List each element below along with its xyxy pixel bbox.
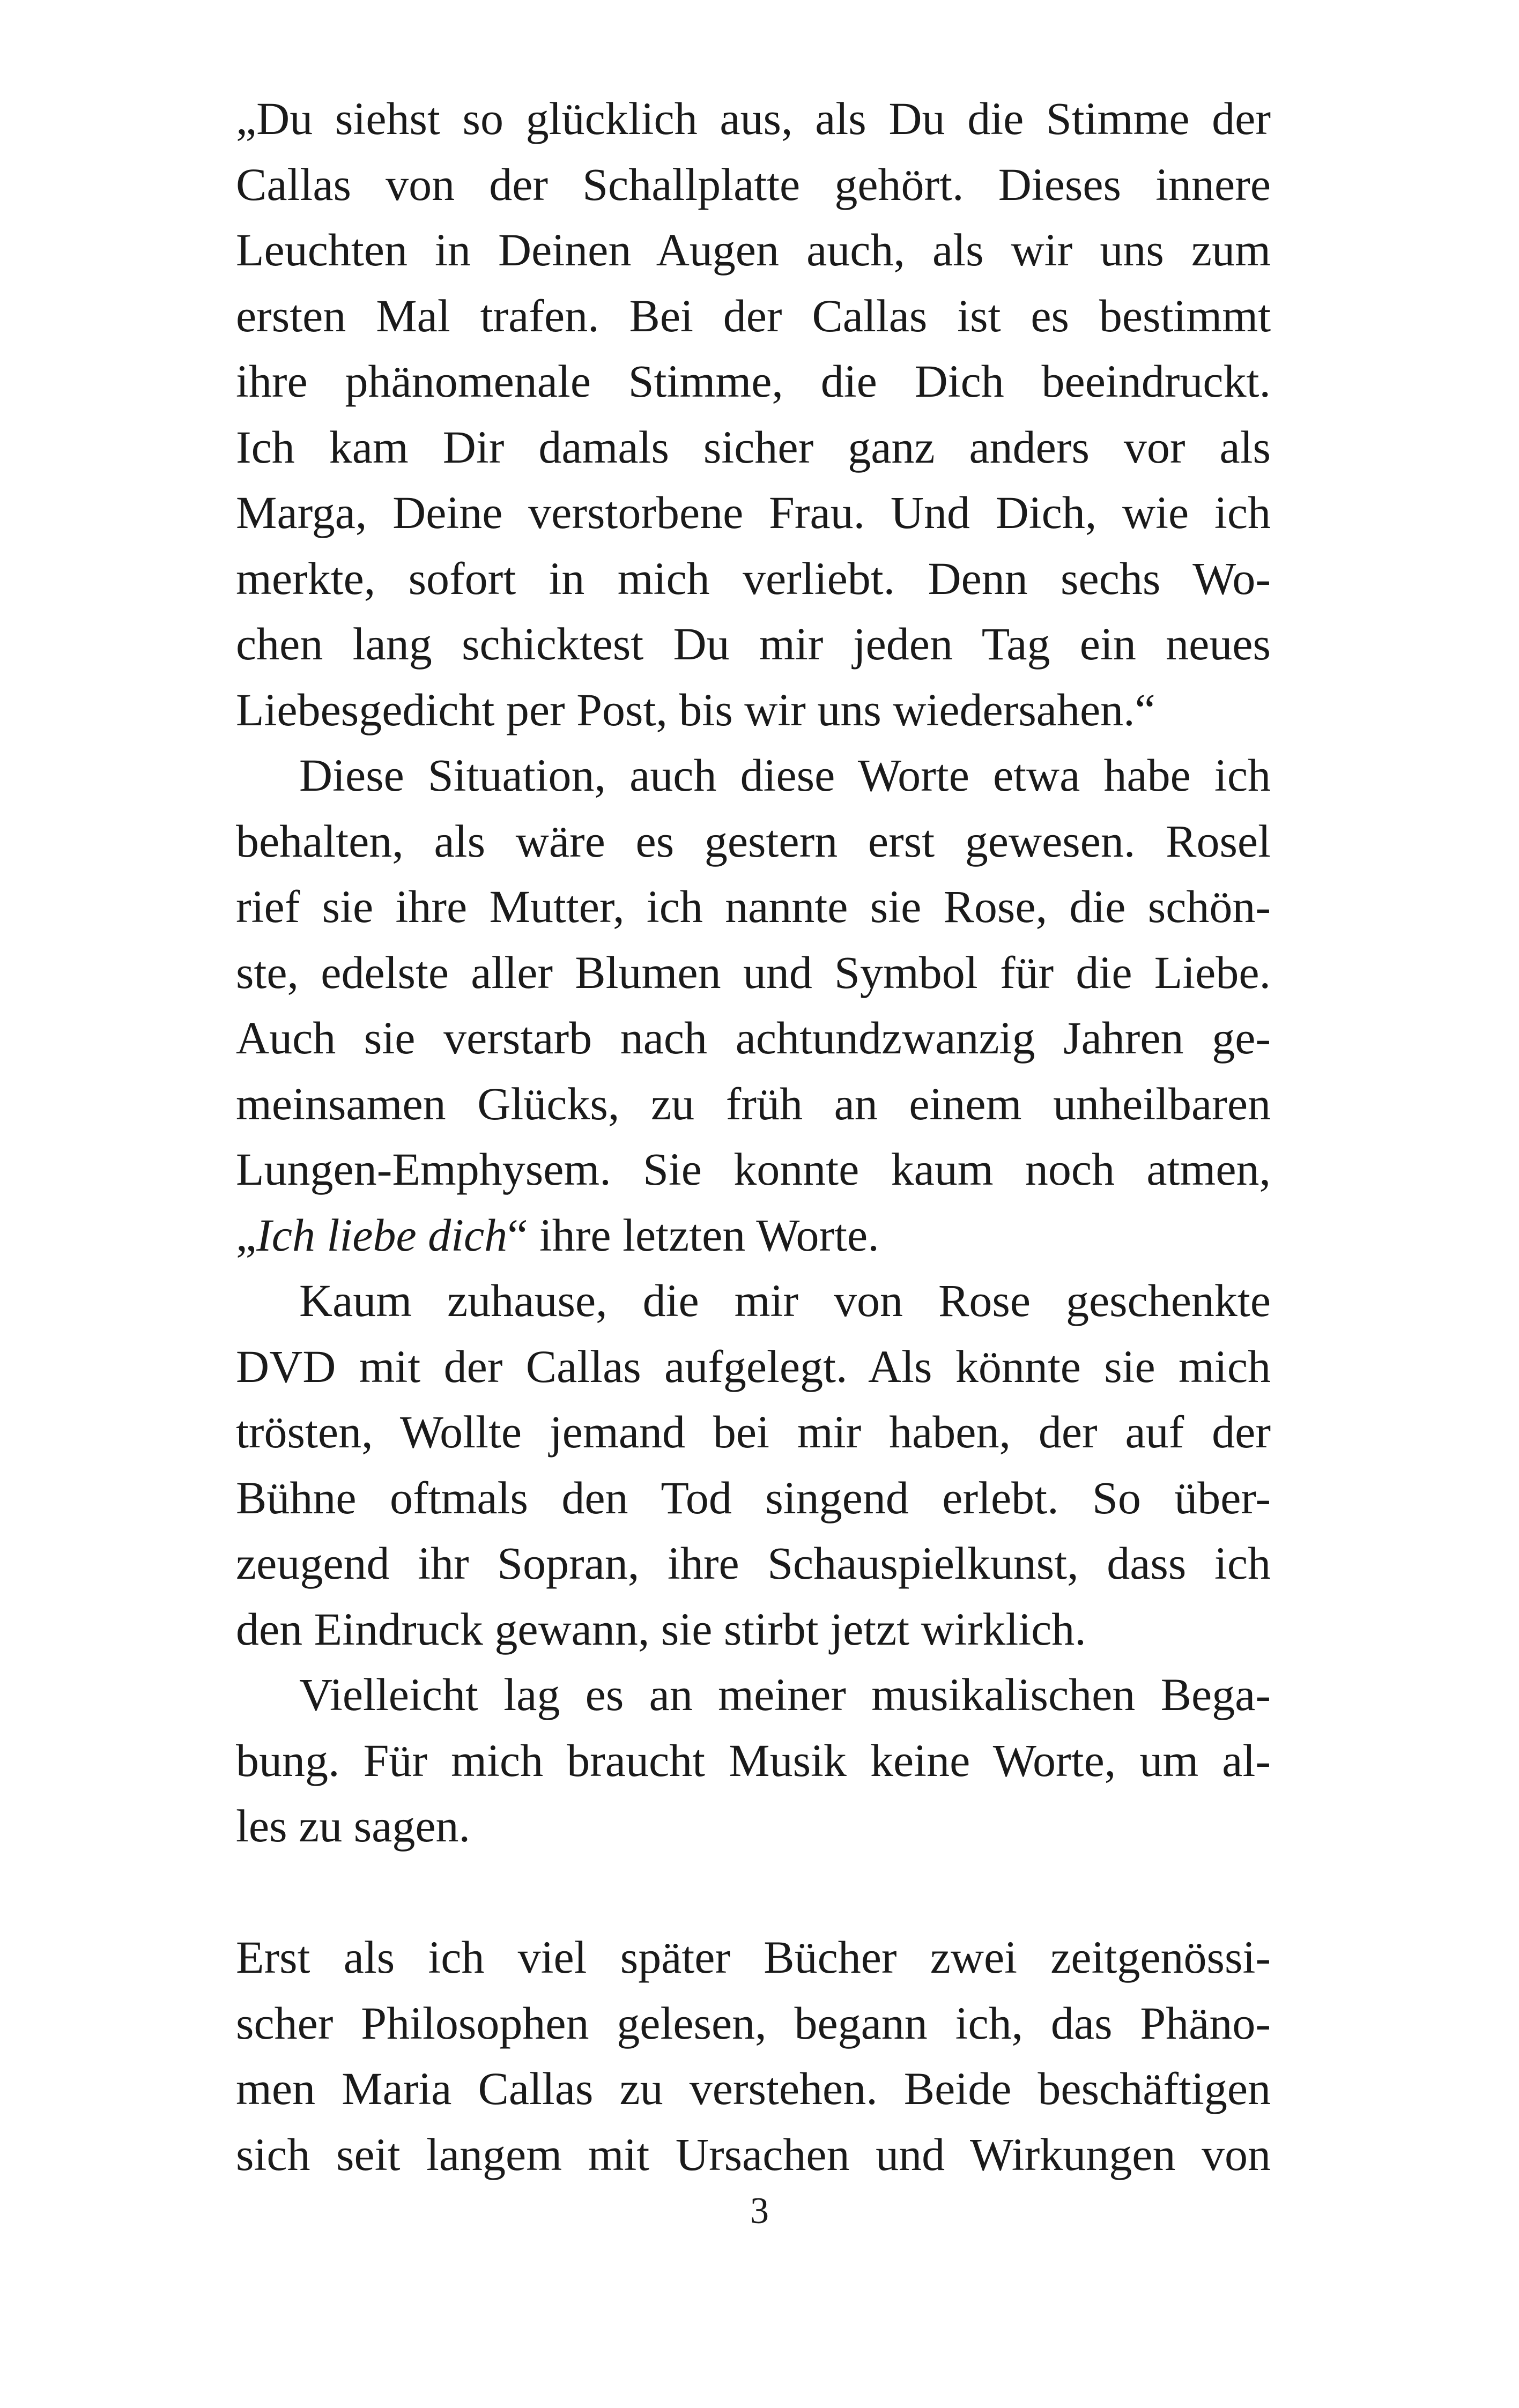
- section-break: [236, 1859, 1271, 1925]
- text-line: Auch sie verstarb nach achtundzwanzig Jahren ge-: [236, 1012, 1271, 1064]
- paragraph-4: [236, 1662, 1271, 1859]
- paragraph-5: [236, 1924, 1271, 2187]
- close-quote: “: [507, 1209, 528, 1261]
- text-line: scher Philosophen gelesen, begann ich, das Phäno-: [236, 1997, 1271, 2049]
- text-line: Vielleicht lag es an meiner musikalischen Bega-: [299, 1669, 1271, 1720]
- text-line: Liebesgedicht per Post, bis wir uns wiedersahen.“: [236, 683, 1155, 735]
- page-number: 3: [750, 2190, 769, 2232]
- text-line: zeugend ihr Sopran, ihre Schauspielkunst, dass ich: [236, 1537, 1271, 1589]
- text-line: Marga, Deine verstorbene Frau. Und Dich, wie ich: [236, 487, 1271, 538]
- quote-line: [236, 1202, 1271, 1268]
- text-line: sich seit langem mit Ursachen und Wirkungen von: [236, 2128, 1271, 2180]
- text-line: DVD mit der Callas aufgelegt. Als könnte sie mich: [236, 1340, 1271, 1392]
- text-line: Leuchten in Deinen Augen auch, als wir uns zum: [236, 224, 1271, 276]
- text-line: behalten, als wäre es gestern erst gewesen. Rosel: [236, 815, 1271, 867]
- text-line: ersten Mal trafen. Bei der Callas ist es bestimmt: [236, 289, 1271, 341]
- text-line: chen lang schicktest Du mir jeden Tag ein neues: [236, 618, 1271, 670]
- text-line: „Du siehst so glücklich aus, als Du die Stimme der: [236, 93, 1271, 144]
- text-line: meinsamen Glücks, zu früh an einem unheilbaren: [236, 1077, 1271, 1129]
- text-line: Bühne oftmals den Tod singend erlebt. So über-: [236, 1471, 1271, 1523]
- text-line: Kaum zuhause, die mir von Rose geschenkte: [299, 1275, 1271, 1326]
- text-line: men Maria Callas zu verstehen. Beide beschäftigen: [236, 2063, 1271, 2114]
- emphasized-quote: Ich liebe dich: [256, 1209, 508, 1261]
- text-line: Callas von der Schallplatte gehört. Dieses innere: [236, 158, 1271, 210]
- text-line: Erst als ich viel später Bücher zwei zeitgenössi-: [236, 1931, 1271, 1983]
- text-line: ihre phänomenale Stimme, die Dich beeindruckt.: [236, 355, 1271, 407]
- text-line: les zu sagen.: [236, 1800, 471, 1852]
- text-line: Ich kam Dir damals sicher ganz anders vor als: [236, 421, 1271, 473]
- open-quote: „: [236, 1209, 257, 1261]
- body-text: [236, 86, 1271, 2187]
- text-line: den Eindruck gewann, sie stirbt jetzt wirklich.: [236, 1603, 1086, 1655]
- text-line: trösten, Wollte jemand bei mir haben, der auf der: [236, 1406, 1271, 1458]
- paragraph-3: [236, 1268, 1271, 1662]
- text-line: ste, edelste aller Blumen und Symbol für die Liebe.: [236, 946, 1271, 998]
- text-line: bung. Für mich braucht Musik keine Worte, um al-: [236, 1734, 1271, 1786]
- text-line: merkte, sofort in mich verliebt. Denn sechs Wo-: [236, 552, 1271, 604]
- text-line: Lungen-Emphysem. Sie konnte kaum noch atmen,: [236, 1143, 1271, 1195]
- quote-line-rest: ihre letzten Worte.: [528, 1209, 879, 1261]
- paragraph-1: [236, 86, 1271, 742]
- paragraph-2: [236, 742, 1271, 1268]
- text-line: Diese Situation, auch diese Worte etwa habe ich: [299, 749, 1271, 801]
- text-line: rief sie ihre Mutter, ich nannte sie Rose, die schön-: [236, 881, 1271, 932]
